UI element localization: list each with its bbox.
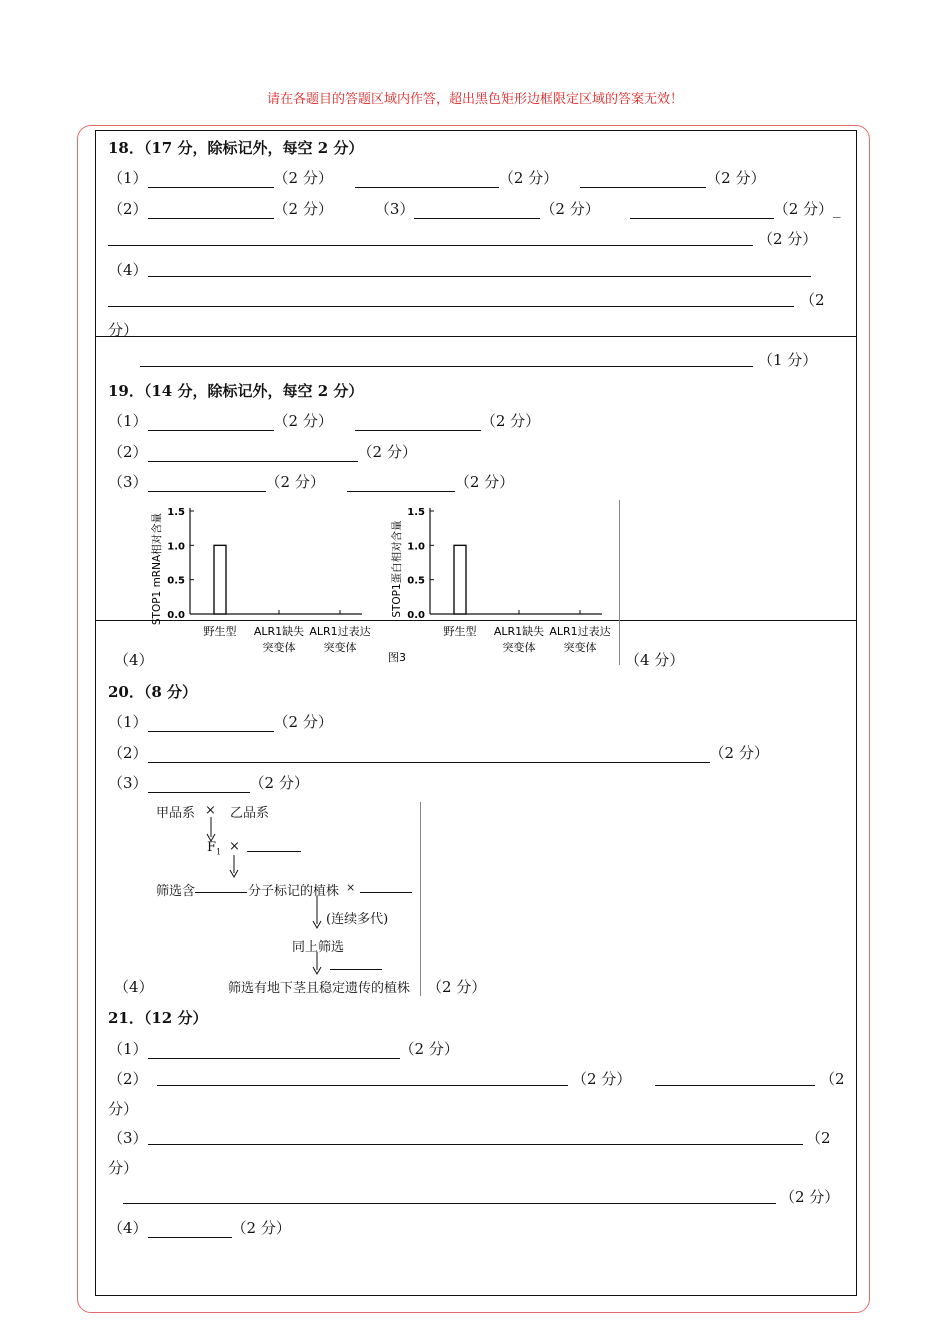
points: （2 分） (427, 978, 487, 996)
y-axis-label: STOP1 mRNA相对含量 (151, 512, 163, 626)
y-tick-label: 0.0 (407, 610, 425, 621)
flow-blank-4[interactable] (330, 969, 382, 970)
y-tick-label: 1.0 (407, 541, 425, 553)
y-tick-label: 0.5 (167, 575, 185, 587)
q20-2-blank[interactable] (148, 748, 710, 763)
points: （2 分） (273, 713, 333, 731)
trailing-dash: _ (833, 200, 841, 218)
q19-part1-label: （1） (108, 412, 148, 430)
q18-3b-blank[interactable] (630, 204, 774, 219)
q19-part1 (108, 411, 540, 431)
x-tick-label: ALR1缺失 (253, 625, 305, 638)
f1-subscript: 1 (216, 847, 222, 857)
chart-stop1-protein (390, 507, 611, 654)
q20-part2 (108, 743, 769, 763)
answer-column-divider (619, 500, 620, 665)
q21-part1 (108, 1039, 459, 1059)
points-wrap: （2 (806, 1129, 831, 1147)
q18-part2-3 (108, 199, 841, 219)
flow-blank-1[interactable] (247, 851, 301, 852)
points: （2 分） (480, 412, 541, 430)
q20-part2-label: （2） (108, 744, 148, 762)
x-tick-label: 野生型 (203, 625, 237, 638)
points: （1 分） (758, 351, 818, 369)
q18-1a-blank[interactable] (148, 173, 274, 188)
y-tick-label: 0.5 (407, 575, 425, 587)
y-axis-label: STOP1蛋白相对含量 (391, 520, 403, 618)
points-wrap: （2 (820, 1070, 845, 1088)
q19-3a-blank[interactable] (148, 477, 266, 492)
q18-4b-blank[interactable] (108, 306, 794, 307)
q18-title: 18．（17 分，除标记外，每空 2 分） (108, 139, 364, 157)
figure-caption: 图3 (388, 651, 406, 664)
x-tick-label: ALR1缺失 (493, 625, 545, 638)
q21-part3-label: （3） (108, 1129, 148, 1147)
points: （2 分） (758, 230, 818, 248)
points-wrap-tail: 分） (108, 1100, 139, 1118)
q19-part2 (108, 442, 417, 462)
points: （4 分） (625, 651, 685, 669)
q21-title: 21．（12 分） (108, 1009, 208, 1027)
cross-symbol: × (205, 803, 216, 818)
q20-part3 (108, 773, 309, 793)
line-a-label: 甲品系 (156, 806, 196, 821)
same-screen-label: 同上筛选 (292, 940, 345, 955)
y-tick-label: 0.0 (167, 610, 185, 621)
q20-title: 20．（8 分） (108, 683, 198, 701)
q19-part2-label: （2） (108, 443, 148, 461)
q19-3b-blank[interactable] (347, 477, 455, 492)
q18-5-blank[interactable] (140, 366, 753, 367)
x-tick-label: ALR1过表达 (549, 625, 611, 638)
points-wrap-tail: 分） (108, 1159, 139, 1177)
q19-1b-blank[interactable] (355, 416, 481, 431)
line-b-label: 乙品系 (230, 806, 270, 821)
x-tick-label: 突变体 (262, 641, 296, 654)
cross-symbol: × (346, 881, 356, 894)
q20-1-blank[interactable] (148, 717, 274, 732)
bar (454, 545, 466, 614)
q19-2-blank[interactable] (148, 447, 358, 462)
bar (214, 545, 226, 614)
points: （2 分） (231, 1219, 291, 1237)
arrow-down-icon (311, 952, 325, 978)
answer-area-notice: 请在各题目的答题区域内作答，超出黑色矩形边框限定区域的答案无效！ (266, 92, 683, 107)
q19-title: 19．（14 分，除标记外，每空 2 分） (108, 382, 364, 400)
q21-part4 (108, 1218, 291, 1238)
q19-1a-blank[interactable] (148, 416, 274, 431)
q19-part4-label: （4） (114, 651, 154, 669)
q21-3b-blank[interactable] (123, 1203, 776, 1204)
y-tick-label: 1.0 (167, 541, 185, 553)
points: （2 分） (572, 1070, 632, 1088)
points: （2 分） (249, 774, 309, 792)
arrow-down-icon (311, 896, 325, 932)
q18-2-blank[interactable] (148, 204, 274, 219)
q18-4a-blank[interactable] (148, 276, 811, 277)
points: （2 分） (498, 169, 559, 187)
points: （2 分） (265, 473, 325, 491)
q20-part3-label: （3） (108, 774, 148, 792)
x-tick-label: 野生型 (443, 625, 477, 638)
q21-2a-blank[interactable] (157, 1085, 568, 1086)
x-tick-label: ALR1过表达 (309, 625, 371, 638)
final-selection-label: 筛选有地下茎且稳定遗传的植株 (228, 981, 411, 996)
points: （2 分） (706, 169, 766, 187)
answer-column-divider (420, 802, 421, 996)
x-tick-label: 突变体 (502, 641, 536, 654)
q18-part1-label: （1） (108, 169, 148, 187)
section-divider (95, 336, 857, 337)
points: （2 分） (709, 744, 769, 762)
q21-part2-label: （2） (108, 1070, 148, 1088)
points: （2 分） (780, 1188, 840, 1206)
q20-part1 (108, 712, 333, 732)
q20-part1-label: （1） (108, 713, 148, 731)
q21-part1-label: （1） (108, 1040, 148, 1058)
select-suffix: 分子标记的植株 (248, 884, 340, 899)
points-wrap-tail: 分） (108, 321, 139, 339)
q18-part4-label: （4） (108, 261, 148, 279)
points: （2 分） (273, 169, 333, 187)
points: （2 分） (454, 473, 515, 491)
q18-part3-label: （3） (374, 200, 415, 218)
x-tick-label: 突变体 (323, 641, 357, 654)
points: （2 分） (399, 1040, 459, 1058)
points-wrap: （2 (800, 291, 825, 309)
points: （2 分） (357, 443, 417, 461)
q18-3c-blank[interactable] (108, 245, 753, 246)
continuous-generations-note: (连续多代) (326, 912, 389, 927)
chart-stop1-mrna (150, 507, 371, 654)
q21-2b-blank[interactable] (655, 1085, 815, 1086)
f1-text: F (207, 840, 217, 855)
q19-part3-label: （3） (108, 473, 148, 491)
q18-part2-label: （2） (108, 200, 148, 218)
q21-1-blank[interactable] (148, 1044, 400, 1059)
arrow-down-icon (228, 855, 242, 881)
flow-blank-2[interactable] (195, 892, 247, 893)
q20-part4-label: （4） (114, 978, 154, 996)
q18-1b-blank[interactable] (355, 173, 499, 188)
points: （2 分） (273, 412, 333, 430)
figure-3-bar-charts (140, 500, 630, 670)
q18-1c-blank[interactable] (580, 173, 706, 188)
f1-label (207, 840, 221, 857)
q18-3a-blank[interactable] (414, 204, 540, 219)
y-tick-label: 1.5 (407, 507, 425, 518)
q21-3a-blank[interactable] (148, 1144, 803, 1145)
select-prefix: 筛选含 (156, 884, 196, 899)
flow-blank-3[interactable] (360, 892, 412, 893)
points: （2 分） (773, 200, 834, 218)
q20-3-blank[interactable] (148, 778, 250, 793)
points: （2 分） (540, 200, 600, 218)
x-tick-label: 突变体 (563, 641, 597, 654)
q21-4-blank[interactable] (148, 1223, 232, 1238)
q18-part1 (108, 168, 765, 188)
q21-part4-label: （4） (108, 1219, 148, 1237)
points: （2 分） (273, 200, 333, 218)
q19-part3 (108, 472, 514, 492)
cross-symbol: × (229, 839, 240, 854)
y-tick-label: 1.5 (167, 507, 185, 518)
